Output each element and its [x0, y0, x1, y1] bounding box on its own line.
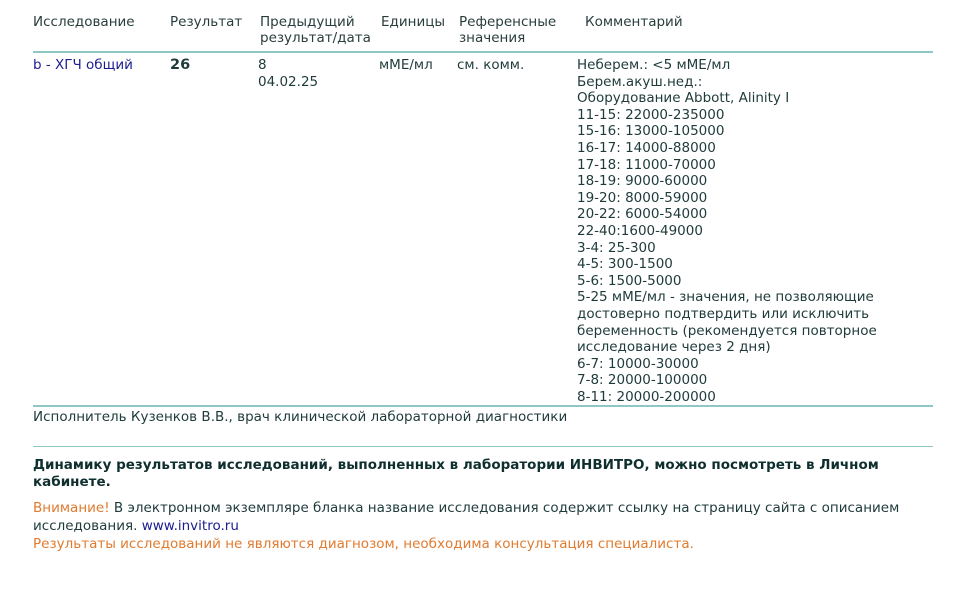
- header-previous-line1: Предыдущий: [260, 14, 355, 30]
- comment-line: 20-22: 6000-54000: [577, 206, 708, 223]
- comment-line: 3-4: 25-300: [577, 239, 656, 256]
- comment-line: 11-15: 22000-235000: [577, 106, 725, 123]
- comment-line: 5-25 мМЕ/мл - значения, не позволяющие: [577, 289, 874, 306]
- header-previous-line2: результат/дата: [260, 30, 371, 46]
- comment-line: 6-7: 10000-30000: [577, 355, 699, 372]
- comment-line: 16-17: 14000-88000: [577, 139, 716, 156]
- header-result: Результат: [170, 14, 243, 30]
- comment-line: Берем.акуш.нед.:: [577, 73, 703, 90]
- executor-text: Исполнитель Кузенков В.В., врач клинической лабораторной диагностики: [33, 409, 568, 425]
- comment-text: [577, 57, 877, 405]
- header-reference-line1: Референсные: [459, 14, 557, 30]
- attention-notice: [33, 499, 938, 553]
- disclaimer-text: Результаты исследований не являются диагнозом, необходима консультация специалиста.: [33, 536, 694, 552]
- header-reference: [459, 14, 556, 46]
- header-divider: [33, 51, 933, 53]
- attention-label: Внимание!: [33, 500, 110, 516]
- header-test: Исследование: [33, 14, 135, 30]
- comment-line: 7-8: 20000-100000: [577, 372, 708, 389]
- previous-result: [258, 57, 318, 90]
- comment-line: 4-5: 300-1500: [577, 256, 673, 273]
- comment-line: 8-11: 20000-200000: [577, 388, 716, 405]
- site-link[interactable]: www.invitro.ru: [141, 518, 239, 534]
- previous-value: 8: [258, 57, 267, 73]
- header-comment: Комментарий: [585, 14, 683, 30]
- header-previous: [260, 14, 371, 46]
- comment-line: достоверно подтвердить или исключить: [577, 305, 870, 322]
- comment-line: 17-18: 11000-70000: [577, 156, 716, 173]
- previous-date: 04.02.25: [258, 73, 319, 90]
- test-name-link[interactable]: b - ХГЧ общий: [33, 57, 133, 73]
- comment-line: Неберем.: <5 мМЕ/мл: [577, 57, 731, 73]
- reference-value: см. комм.: [457, 57, 525, 73]
- header-units: Единицы: [381, 14, 446, 30]
- comment-line: 18-19: 9000-60000: [577, 173, 708, 190]
- comment-line: 22-40:1600-49000: [577, 222, 703, 239]
- comment-line: 5-6: 1500-5000: [577, 272, 682, 289]
- attention-text: В электронном экземпляре бланка название исследования содержит ссылку на страницу сайта с описанием исследования.: [33, 500, 900, 534]
- units-value: мМЕ/мл: [379, 57, 433, 73]
- dynamics-notice: Динамику результатов исследований, выполненных в лаборатории ИНВИТРО, можно посмотреть в Личном кабинете.: [33, 457, 879, 490]
- comment-line: Оборудование Abbott, Alinity I: [577, 90, 790, 107]
- comment-line: 19-20: 8000-59000: [577, 189, 708, 206]
- row-divider: [33, 405, 933, 407]
- section-divider: [33, 446, 933, 447]
- result-value: 26: [170, 57, 191, 73]
- comment-line: исследование через 2 дня): [577, 339, 771, 356]
- comment-line: 15-16: 13000-105000: [577, 123, 725, 140]
- comment-line: беременность (рекомендуется повторное: [577, 322, 877, 339]
- header-reference-line2: значения: [459, 30, 526, 46]
